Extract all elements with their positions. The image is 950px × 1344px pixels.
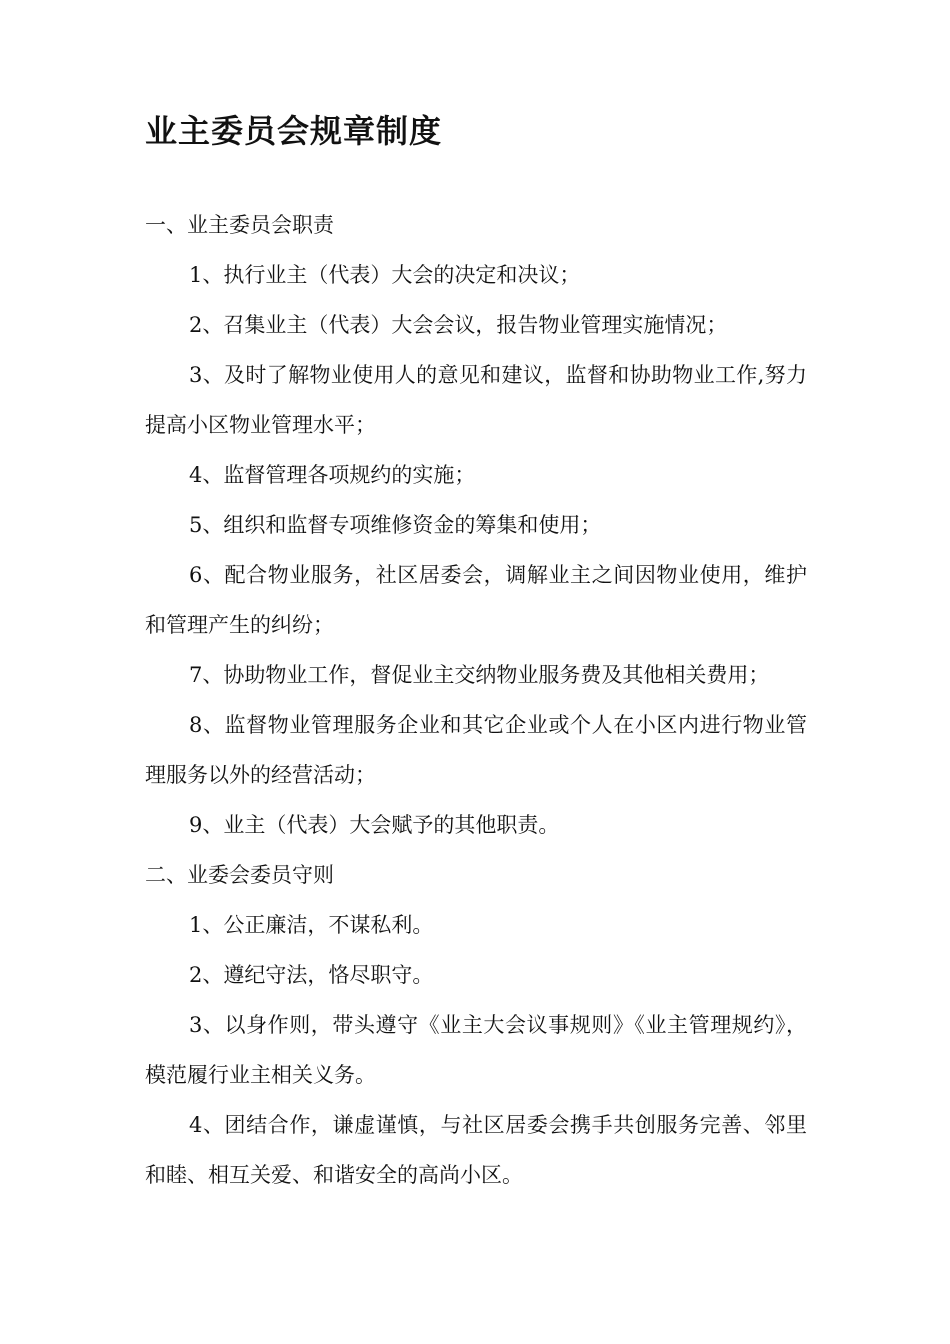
section-heading-duties: 一、业主委员会职责 [145, 213, 334, 237]
section-duties [145, 200, 807, 850]
duty-item-7: 7、协助物业工作，督促业主交纳物业服务费及其他相关费用； [189, 663, 770, 687]
section-member-rules [145, 850, 807, 1200]
document-body [145, 200, 807, 1200]
rule-item-3: 3、以身作则，带头遵守《业主大会议事规则》《业主管理规约》，模范履行业主相关义务。 [145, 1013, 807, 1087]
duty-item-2: 2、召集业主（代表）大会会议，报告物业管理实施情况； [189, 313, 728, 337]
rule-item-4: 4、团结合作，谦虚谨慎，与社区居委会携手共创服务完善、邻里和睦、相互关爱、和谐安全的高尚小区。 [145, 1113, 807, 1187]
duty-item-8: 8、监督物业管理服务企业和其它企业或个人在小区内进行物业管理服务以外的经营活动； [145, 713, 807, 787]
duty-item-3: 3、及时了解物业使用人的意见和建议，监督和协助物业工作,努力提高小区物业管理水平； [145, 363, 807, 437]
duty-item-6: 6、配合物业服务，社区居委会，调解业主之间因物业使用，维护和管理产生的纠纷； [145, 563, 807, 637]
duty-item-9: 9、业主（代表）大会赋予的其他职责。 [189, 813, 560, 837]
duty-item-1: 1、执行业主（代表）大会的决定和决议； [189, 263, 581, 287]
section-heading-member-rules: 二、业委会委员守则 [145, 863, 334, 887]
document-title: 业主委员会规章制度 [145, 112, 443, 151]
duty-item-4: 4、监督管理各项规约的实施； [189, 463, 476, 487]
rule-item-1: 1、公正廉洁，不谋私利。 [189, 913, 434, 937]
duty-item-5: 5、组织和监督专项维修资金的筹集和使用； [189, 513, 602, 537]
rule-item-2: 2、遵纪守法，恪尽职守。 [189, 963, 434, 987]
